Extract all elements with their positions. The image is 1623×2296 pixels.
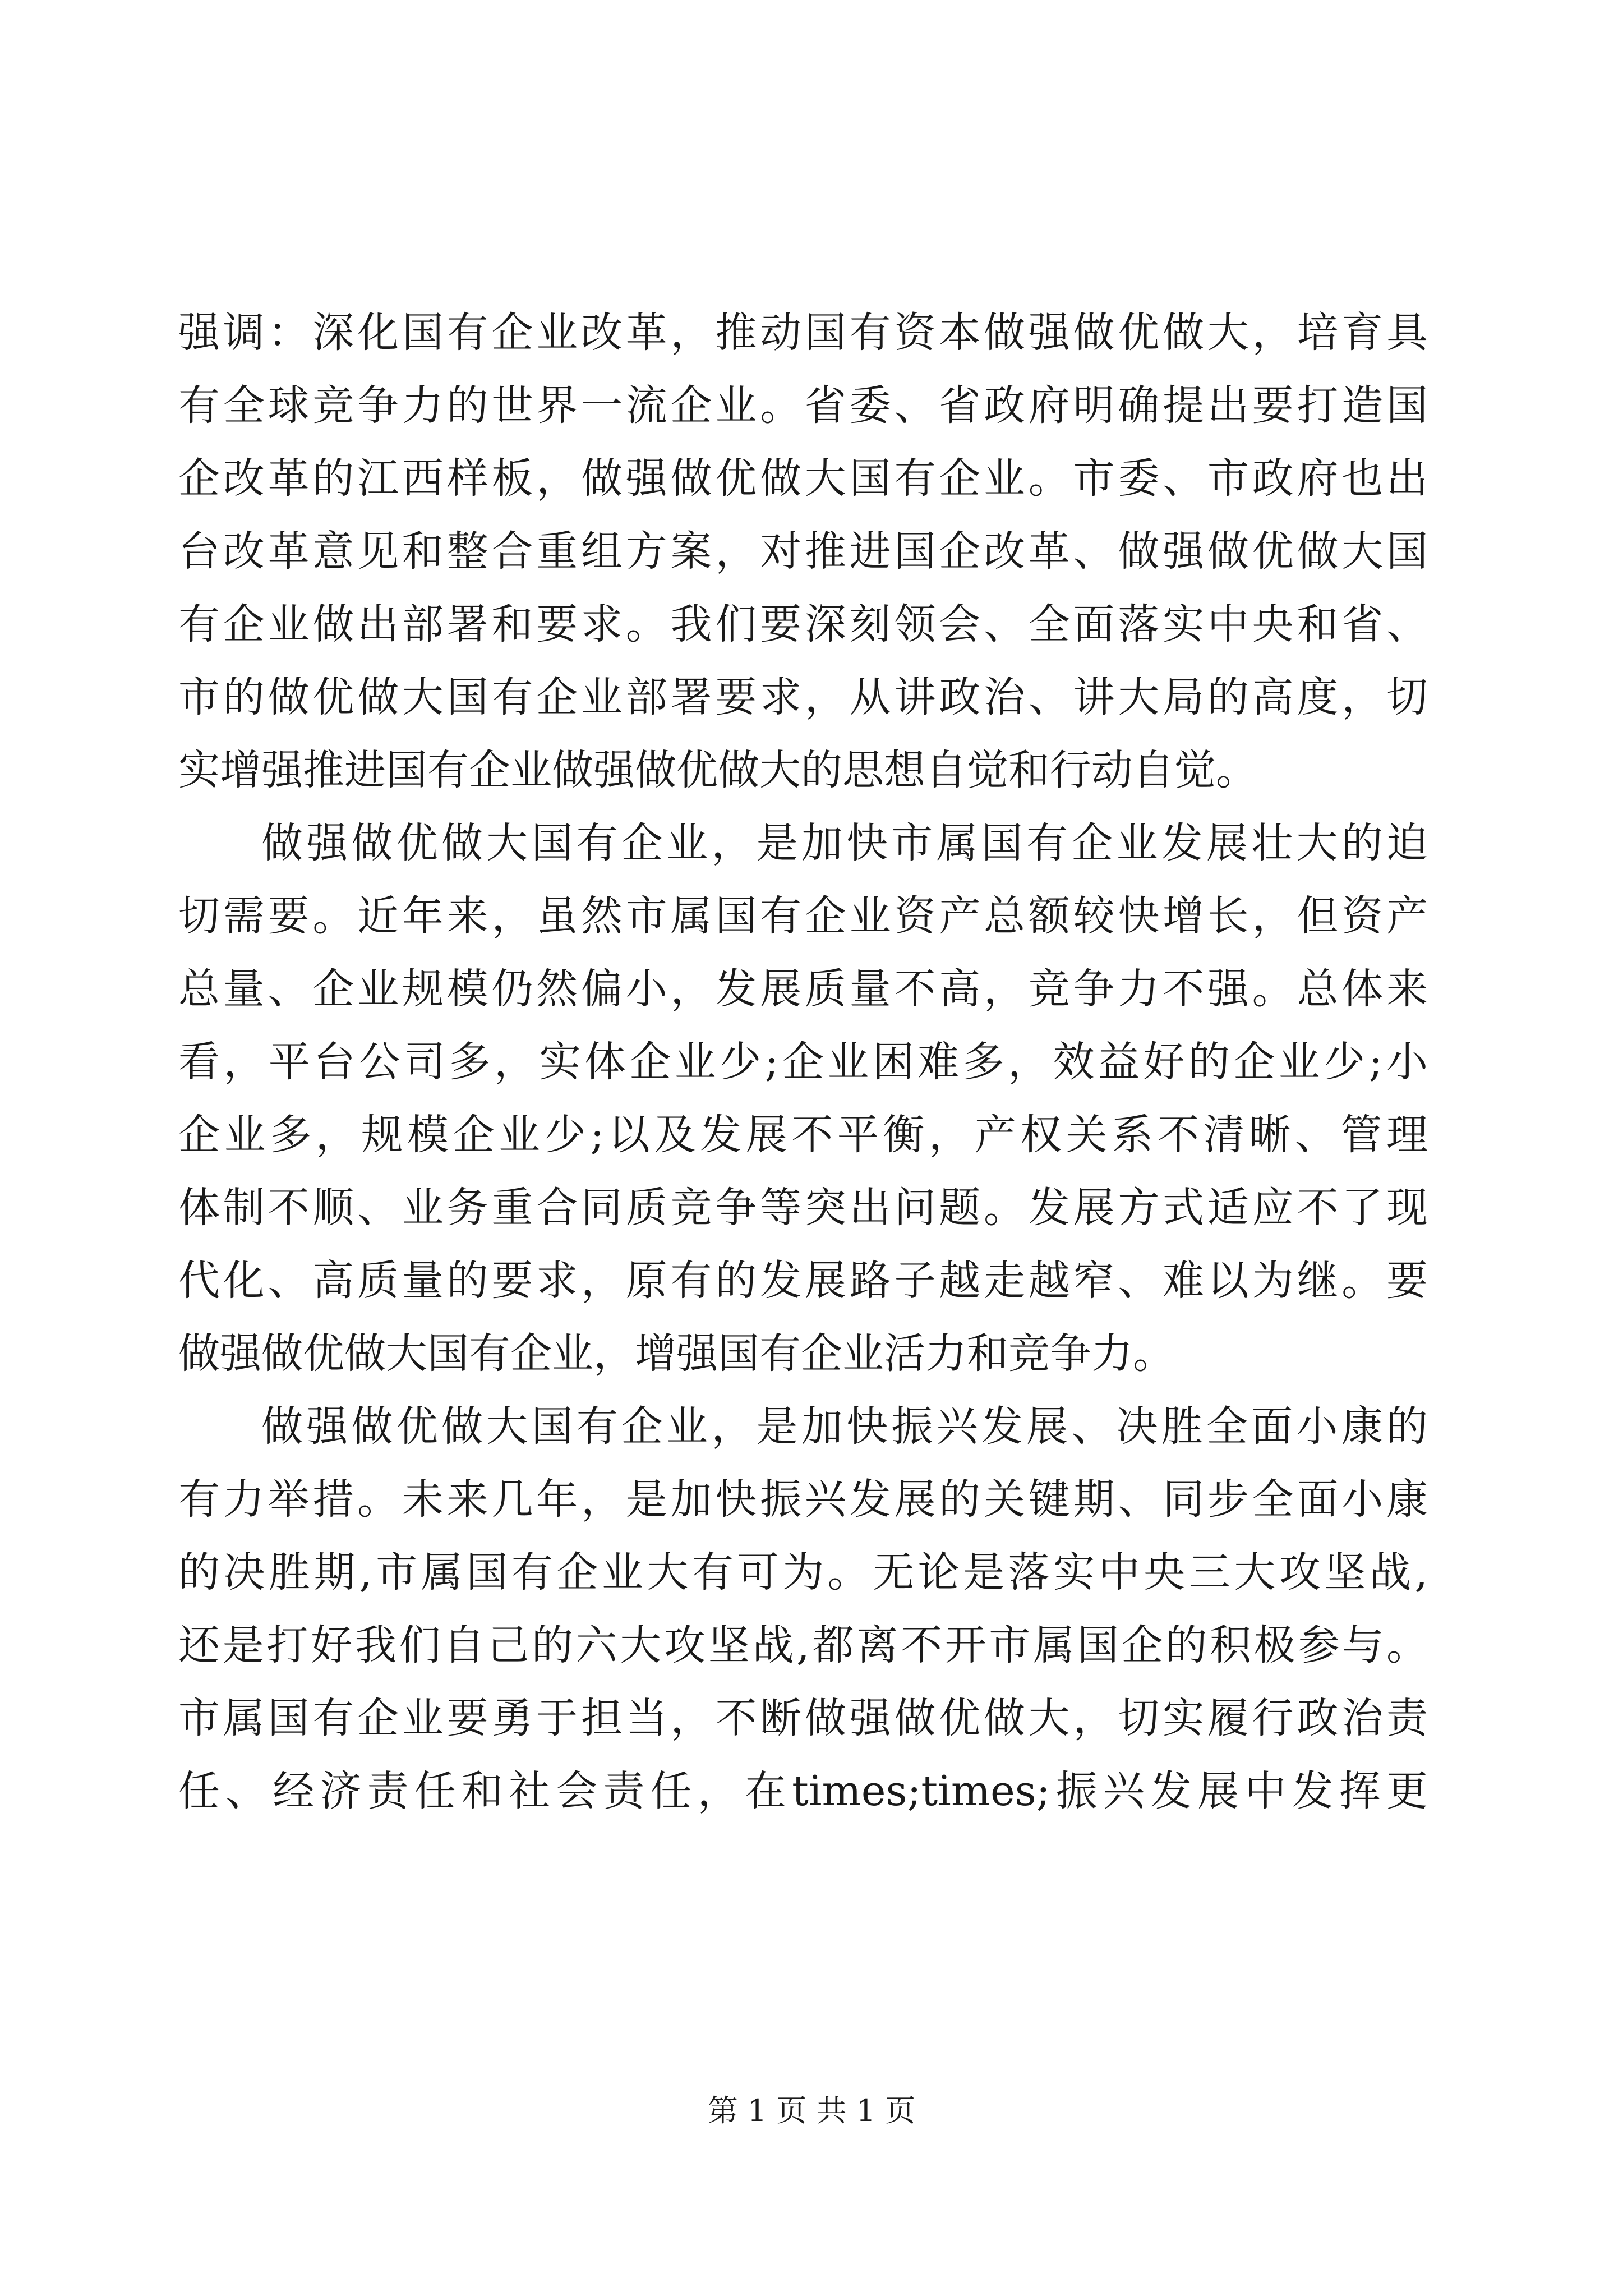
text-line: 总量、企业规模仍然偏小，发展质量不高，竞争力不强。总体来	[178, 965, 1428, 1013]
text-line: 任、经济责任和社会责任，在times;times;振兴发展中发挥更	[178, 1767, 1428, 1815]
text-line: 还是打好我们自己的六大攻坚战,都离不开市属国企的积极参与。	[178, 1621, 1428, 1669]
text-line: 看，平台公司多，实体企业少;企业困难多，效益好的企业少;小	[178, 1038, 1428, 1086]
text-line: 的决胜期,市属国有企业大有可为。无论是落实中央三大攻坚战,	[178, 1548, 1428, 1596]
text-line: 切需要。近年来，虽然市属国有企业资产总额较快增长，但资产	[178, 892, 1428, 940]
text-line: 市属国有企业要勇于担当，不断做强做优做大，切实履行政治责	[178, 1694, 1428, 1742]
text-line: 企改革的江西样板，做强做优做大国有企业。市委、市政府也出	[178, 454, 1428, 503]
text-line: 市的做优做大国有企业部署要求，从讲政治、讲大局的高度，切	[178, 673, 1428, 721]
text-line: 有力举措。未来几年，是加快振兴发展的关键期、同步全面小康	[178, 1475, 1428, 1524]
text-line: 做强做优做大国有企业，增强国有企业活力和竞争力。	[178, 1329, 1174, 1378]
text-line: 有企业做出部署和要求。我们要深刻领会、全面落实中央和省、	[178, 600, 1428, 648]
text-line: 强调：深化国有企业改革，推动国有资本做强做优做大，培育具	[178, 309, 1428, 357]
text-line: 体制不顺、业务重合同质竞争等突出问题。发展方式适应不了现	[178, 1184, 1428, 1232]
text-line: 实增强推进国有企业做强做优做大的思想自觉和行动自觉。	[178, 746, 1257, 794]
text-line: 台改革意见和整合重组方案，对推进国企改革、做强做优做大国	[178, 527, 1428, 576]
body-text	[178, 296, 1428, 1828]
page-footer: 第 1 页 共 1 页	[707, 2093, 916, 2128]
text-line: 代化、高质量的要求，原有的发展路子越走越窄、难以为继。要	[178, 1257, 1428, 1305]
text-line: 有全球竞争力的世界一流企业。省委、省政府明确提出要打造国	[178, 381, 1428, 430]
paragraph-first-line: 做强做优做大国有企业，是加快市属国有企业发展壮大的迫	[261, 819, 1428, 867]
paragraph-first-line: 做强做优做大国有企业，是加快振兴发展、决胜全面小康的	[261, 1402, 1428, 1451]
text-line: 企业多，规模企业少;以及发展不平衡，产权关系不清晰、管理	[178, 1111, 1428, 1159]
